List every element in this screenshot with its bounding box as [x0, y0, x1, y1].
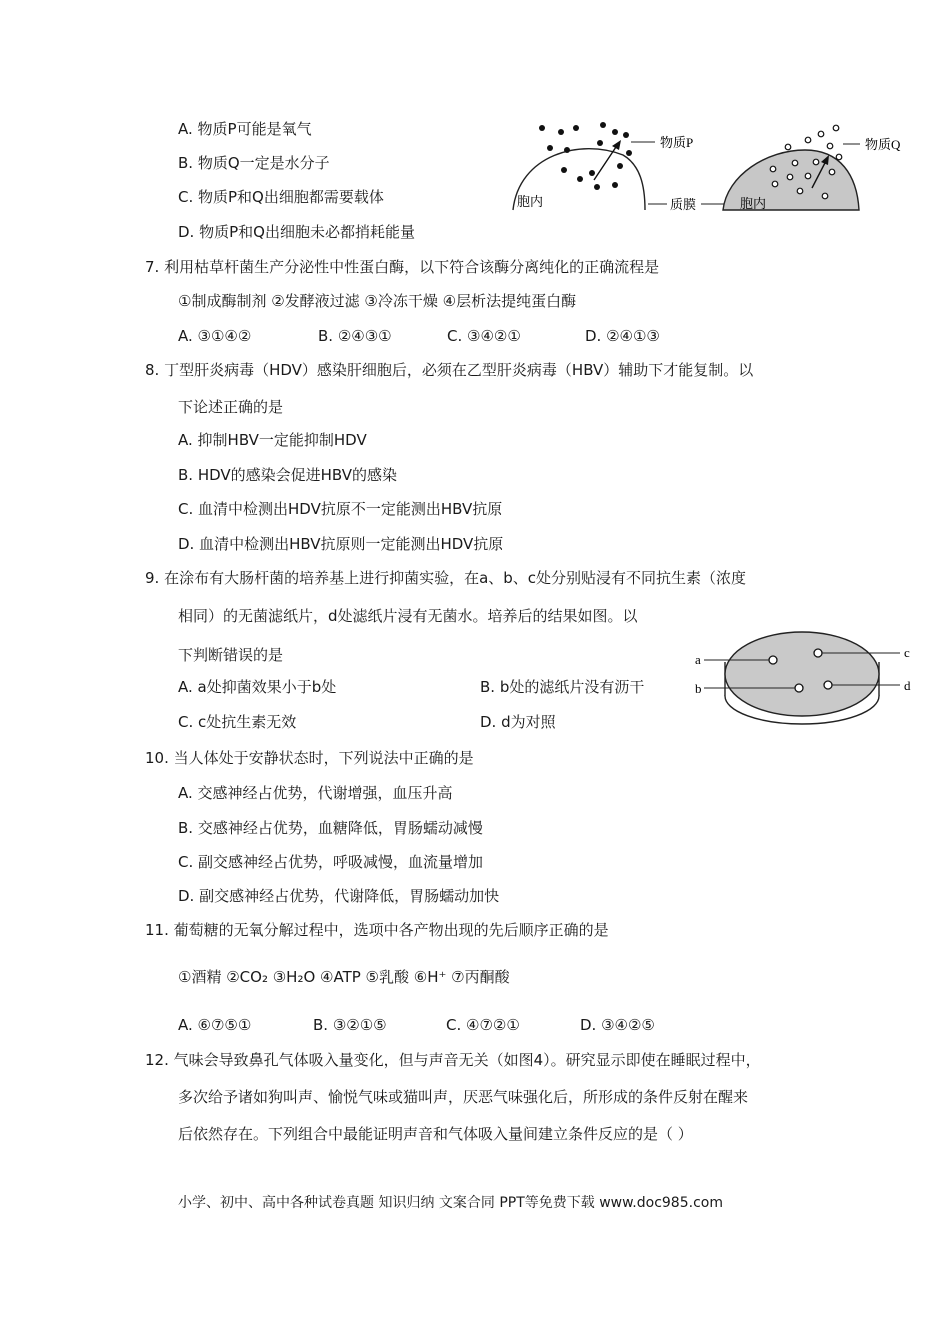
label-substance-p: 物质P: [660, 135, 694, 150]
q11-option-a: A. ⑥⑦⑤①: [178, 1016, 252, 1034]
q9-option-a: A. a处抑菌效果小于b处: [178, 678, 337, 696]
q7-steps: ①制成酶制剂 ②发酵液过滤 ③冷冻干燥 ④层析法提纯蛋白酶: [178, 292, 577, 310]
page-footer: 小学、初中、高中各种试卷真题 知识归纳 文案合同 PPT等免费下载 www.doc985.com: [178, 1195, 723, 1211]
q9-option-c: C. c处抗生素无效: [178, 713, 297, 731]
label-d: d: [904, 678, 911, 693]
disc-d: [824, 681, 832, 689]
q8-option-b: B. HDV的感染会促进HBV的感染: [178, 466, 398, 484]
q8-option-a: A. 抑制HBV一定能抑制HDV: [178, 431, 367, 449]
q7-stem: 7. 利用枯草杆菌生产分泌性中性蛋白酶，以下符合该酶分离纯化的正确流程是: [145, 258, 660, 276]
label-inside-left: 胞内: [517, 194, 544, 209]
q11-items: ①酒精 ②CO₂ ③H₂O ④ATP ⑤乳酸 ⑥H⁺ ⑦丙酮酸: [178, 968, 510, 986]
q9-stem-line2: 相同）的无菌滤纸片，d处滤纸片浸有无菌水。培养后的结果如图。以: [178, 607, 638, 625]
membrane-transport-figure: [505, 110, 925, 220]
q10-option-d: D. 副交感神经占优势，代谢降低，胃肠蠕动加快: [178, 887, 500, 905]
dish-medium: [725, 632, 879, 716]
q11-option-c: C. ④⑦②①: [446, 1016, 520, 1034]
q6-option-b: B. 物质Q一定是水分子: [178, 154, 330, 172]
q11-option-b: B. ③②①⑤: [313, 1016, 387, 1034]
label-substance-q: 物质Q: [865, 137, 901, 152]
q12-line2: 多次给予诸如狗叫声、愉悦气味或猫叫声，厌恶气味强化后，所形成的条件反射在醒来: [178, 1088, 749, 1106]
petri-dish-figure: [690, 622, 920, 732]
disc-a: [769, 656, 777, 664]
disc-c: [814, 649, 822, 657]
q9-stem-line1: 9. 在涂布有大肠杆菌的培养基上进行抑菌实验，在a、b、c处分别贴浸有不同抗生素（浓度: [145, 569, 747, 587]
q6-option-c: C. 物质P和Q出细胞都需要载体: [178, 188, 384, 206]
q10-option-b: B. 交感神经占优势，血糖降低，胃肠蠕动减慢: [178, 819, 483, 837]
q12-line1: 12. 气味会导致鼻孔气体吸入量变化，但与声音无关（如图4）。研究显示即使在睡眠过程中，: [145, 1051, 761, 1069]
q12-line3: 后依然存在。下列组合中最能证明声音和气体吸入量间建立条件反应的是（ ）: [178, 1125, 693, 1143]
label-c: c: [904, 645, 910, 660]
q7-option-d: D. ②④①③: [585, 327, 660, 345]
label-a: a: [695, 652, 701, 667]
q8-option-c: C. 血清中检测出HDV抗原不一定能测出HBV抗原: [178, 500, 503, 518]
q7-option-b: B. ②④③①: [318, 327, 392, 345]
q10-option-a: A. 交感神经占优势，代谢增强，血压升高: [178, 784, 453, 802]
q6-option-d: D. 物质P和Q出细胞未必都捎耗能量: [178, 223, 415, 241]
q11-option-d: D. ③④②⑤: [580, 1016, 655, 1034]
q6-option-a: A. 物质P可能是氧气: [178, 120, 312, 138]
label-inside-right: 胞内: [740, 196, 767, 211]
q7-option-c: C. ③④②①: [447, 327, 521, 345]
q8-stem-line2: 下论述正确的是: [178, 398, 284, 416]
q9-stem-line3: 下判断错误的是: [178, 646, 284, 664]
q8-stem-line1: 8. 丁型肝炎病毒（HDV）感染肝细胞后，必须在乙型肝炎病毒（HBV）辅助下才能复制。以: [145, 361, 754, 379]
label-b: b: [695, 681, 702, 696]
label-membrane: 质膜: [670, 197, 697, 212]
disc-b: [795, 684, 803, 692]
q10-option-c: C. 副交感神经占优势，呼吸减慢，血流量增加: [178, 853, 484, 871]
q11-stem: 11. 葡萄糖的无氧分解过程中，选项中各产物出现的先后顺序正确的是: [145, 921, 609, 939]
q9-option-b: B. b处的滤纸片没有沥干: [480, 678, 645, 696]
q8-option-d: D. 血清中检测出HBV抗原则一定能测出HDV抗原: [178, 535, 504, 553]
q10-stem: 10. 当人体处于安静状态时，下列说法中正确的是: [145, 749, 474, 767]
q9-option-d: D. d为对照: [480, 713, 556, 731]
q7-option-a: A. ③①④②: [178, 327, 252, 345]
